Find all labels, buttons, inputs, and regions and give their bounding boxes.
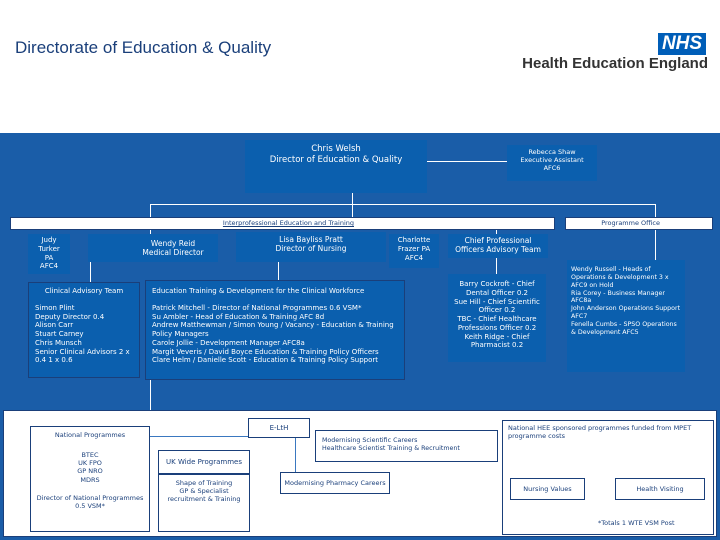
clinical-advisory-list: Simon Plint Deputy Director 0.4 Alison Carr Stuart Carney Chris Munsch Senior Clinical Advisors 2 x 0.4 1 x 0.6 <box>35 303 130 365</box>
chief-professional-officers-team: Chief Professional Officers Advisory Team <box>448 234 548 258</box>
e-lth: E-LtH <box>248 418 310 438</box>
modernising-scientific-careers: Modernising Scientific Careers Healthcare Scientist Training & Recruitment <box>315 430 498 462</box>
health-visiting: Health Visiting <box>615 478 705 500</box>
uk-wide-programmes: UK Wide Programmes <box>158 450 250 474</box>
shape-of-training: Shape of Training GP & Specialist recruitment & Training <box>158 474 250 532</box>
education-training-development-team <box>145 280 405 380</box>
programme-office-bar: Programme Office <box>565 217 713 230</box>
etd-list: Patrick Mitchell - Director of National Programmes 0.6 VSM* Su Ambler - Head of Education & Training AFC 8d Andrew Matthewman / Simon Young / Vacancy - Education & Training Policy Managers Carole Jollie - Development Manager AFC8a Margit Veveris / David Boyce Education & Training Policy Officers Clare Helm / Danielle Scott - Education & Training Policy Support <box>152 303 394 365</box>
national-programmes-title: National Programmes <box>54 431 126 439</box>
programme-office-list: Wendy Russell - Heads of Operations & Development 3 x AFC9 on Hold Ria Corey - Business Manager AFC8a John Anderson Operations Support AFC7 Fenella Cumbs - SPSO Operations & Development AFC5 <box>567 260 685 372</box>
medical-director: Wendy Reid Medical Director <box>88 234 218 262</box>
director-of-nursing: Lisa Bayliss Pratt Director of Nursing <box>236 232 386 262</box>
etd-title: Education Training & Development for the Clinical Workforce <box>152 287 365 295</box>
page-title: Directorate of Education & Quality <box>15 38 272 57</box>
national-programmes-director: Director of National Programmes 0.5 VSM* <box>36 493 144 510</box>
national-programmes <box>30 426 150 532</box>
nursing-values: Nursing Values <box>510 478 585 500</box>
clinical-advisory-title: Clinical Advisory Team <box>44 287 124 295</box>
connector-line <box>352 193 353 217</box>
connector-line <box>655 204 656 217</box>
chief-officers-list: Barry Cockroft - Chief Dental Officer 0.2 Sue Hill - Chief Scientific Officer 0.2 TBC - Chief Healthcare Professions Officer 0.2 Keith Ridge - Chief Pharmacist 0.2 <box>448 274 546 362</box>
connector-line <box>655 230 656 260</box>
director-education-quality: Chris Welsh Director of Education & Quality <box>245 140 427 193</box>
connector-line <box>90 262 91 282</box>
executive-assistant: Rebecca Shaw Executive Assistant AFC6 <box>507 145 597 181</box>
clinical-advisory-team <box>28 282 140 378</box>
connector-line <box>278 262 279 280</box>
totals-note: *Totals 1 WTE VSM Post <box>598 519 675 527</box>
nhs-logo: NHS <box>658 33 706 55</box>
interprofessional-education-bar: Interprofessional Education and Training <box>10 217 555 230</box>
modernising-pharmacy-careers: Modernising Pharmacy Careers <box>280 472 390 494</box>
national-programmes-list: BTEC UK FPO GP NRO MDRS <box>77 451 103 484</box>
judy-turker-pa: Judy Turker PA AFC4 <box>28 234 70 274</box>
connector-line <box>295 436 296 476</box>
connector-line <box>427 161 507 162</box>
charlotte-frazer-pa: Charlotte Frazer PA AFC4 <box>389 234 439 268</box>
connector-line <box>150 204 655 205</box>
national-hee-description: National HEE sponsored programmes funded from MPET programme costs <box>508 424 692 441</box>
organisation-name: Health Education England <box>522 55 708 72</box>
